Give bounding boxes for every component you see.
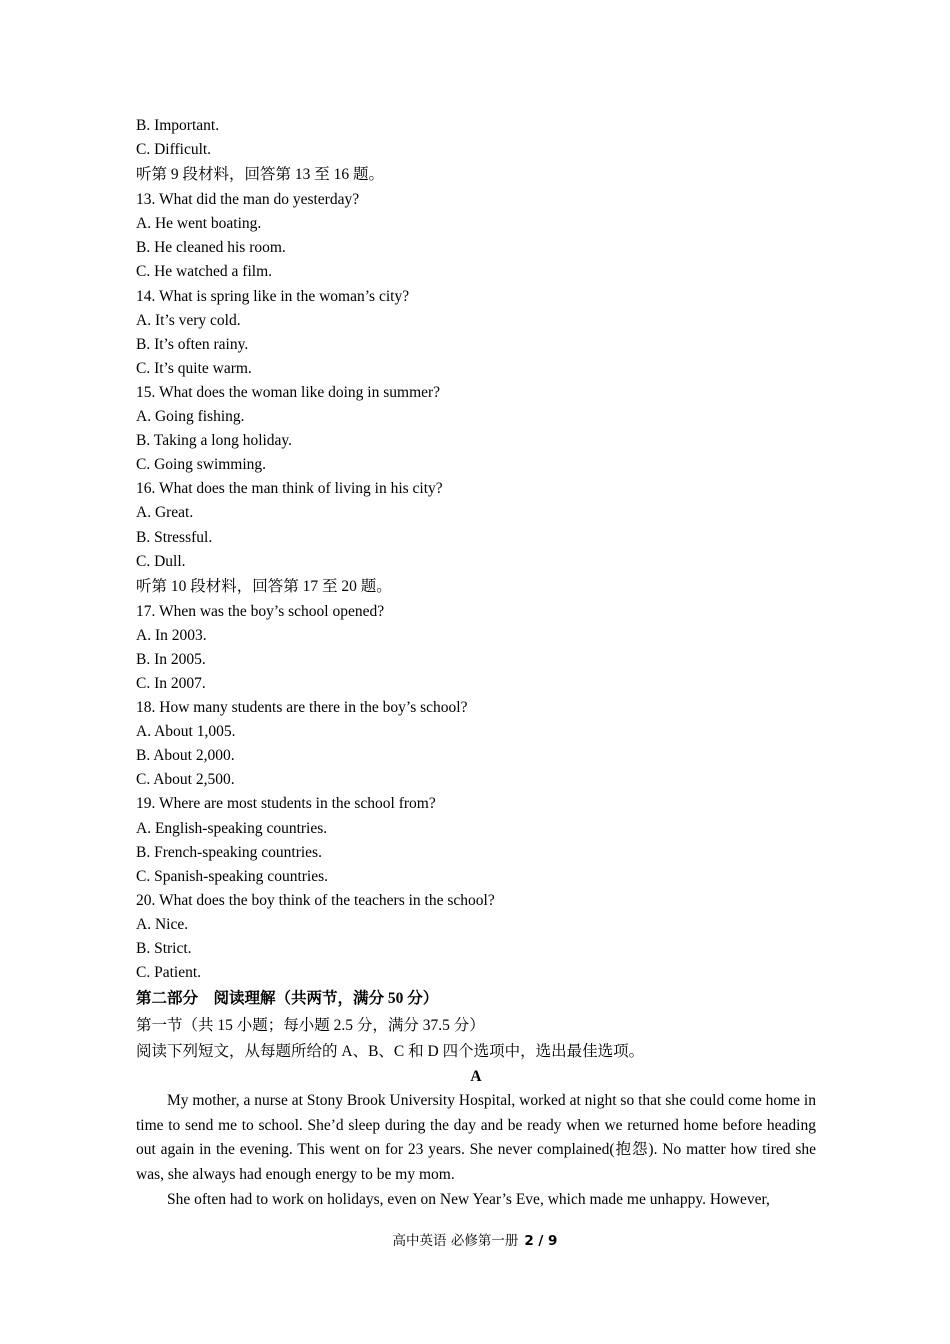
question-line: 18. How many students are there in the boy’s school?: [136, 699, 468, 717]
page-content: [136, 114, 816, 1212]
question-line: C. Patient.: [136, 964, 202, 982]
question-line: A. English-speaking countries.: [136, 819, 328, 837]
answer-option: C. Difficult.: [136, 141, 212, 159]
question-line: C. Going swimming.: [136, 456, 267, 474]
section-9-instruction: 听第 9 段材料，回答第 13 至 16 题。: [136, 166, 385, 184]
question-line: A. He went boating.: [136, 215, 262, 233]
question-line: 13. What did the man do yesterday?: [136, 191, 360, 209]
question-line: B. Stressful.: [136, 528, 213, 546]
question-line: A. Going fishing.: [136, 408, 245, 426]
question-line: 20. What does the boy think of the teachers in the school?: [136, 891, 495, 909]
question-line: A. Nice.: [136, 915, 189, 933]
question-line: C. He watched a film.: [136, 263, 273, 281]
question-line: 16. What does the man think of living in his city?: [136, 480, 443, 498]
question-line: 15. What does the woman like doing in summer?: [136, 383, 441, 401]
question-line: B. Taking a long holiday.: [136, 432, 293, 450]
question-line: C. In 2007.: [136, 674, 206, 692]
question-line: B. In 2005.: [136, 650, 206, 668]
passage-paragraph-1: My mother, a nurse at Stony Brook University Hospital, worked at night so that she could come home in time to send me to school. She’d sleep during the day and be ready when we returned home before heading out again in the evening. This went on for 23 years. She never complained(抱怨). No matter how tired she was, she always had enough energy to be my mom.: [136, 1092, 816, 1183]
question-line: B. French-speaking countries.: [136, 843, 322, 861]
page-footer: [0, 1229, 950, 1249]
section-1-heading: 第一节（共 15 小题；每小题 2.5 分，满分 37.5 分）: [136, 1017, 485, 1035]
footer-title: 高中英语 必修第一册: [392, 1233, 519, 1249]
question-line: B. It’s often rainy.: [136, 335, 249, 353]
question-line: 14. What is spring like in the woman’s city?: [136, 287, 410, 305]
continued-options: [136, 114, 816, 162]
question-line: A. About 1,005.: [136, 723, 236, 741]
question-line: C. About 2,500.: [136, 771, 235, 789]
reading-instruction: 阅读下列短文，从每题所给的 A、B、C 和 D 四个选项中，选出最佳选项。: [136, 1043, 645, 1061]
question-line: C. Dull.: [136, 552, 186, 570]
question-line: C. Spanish-speaking countries.: [136, 867, 329, 885]
section-9-questions: [136, 188, 816, 574]
question-line: B. He cleaned his room.: [136, 239, 286, 257]
question-line: B. Strict.: [136, 940, 192, 957]
answer-option: B. Important.: [136, 117, 220, 134]
page-number: 2 / 9: [524, 1233, 558, 1249]
question-line: C. It’s quite warm.: [136, 359, 252, 377]
question-line: A. In 2003.: [136, 626, 207, 644]
question-line: B. About 2,000.: [136, 747, 235, 765]
section-10-questions: [136, 600, 816, 986]
question-line: A. Great.: [136, 504, 194, 522]
question-line: 19. Where are most students in the school from?: [136, 795, 436, 813]
section-10-instruction: 听第 10 段材料，回答第 17 至 20 题。: [136, 577, 392, 595]
passage-title: A: [470, 1068, 482, 1086]
question-line: 17. When was the boy’s school opened?: [136, 602, 385, 620]
passage-paragraph-2: She often had to work on holidays, even on New Year’s Eve, which made me unhappy. However,: [167, 1190, 770, 1208]
part-2-heading: 第二部分 阅读理解（共两节，满分 50 分）: [136, 990, 439, 1008]
question-line: A. It’s very cold.: [136, 311, 241, 329]
